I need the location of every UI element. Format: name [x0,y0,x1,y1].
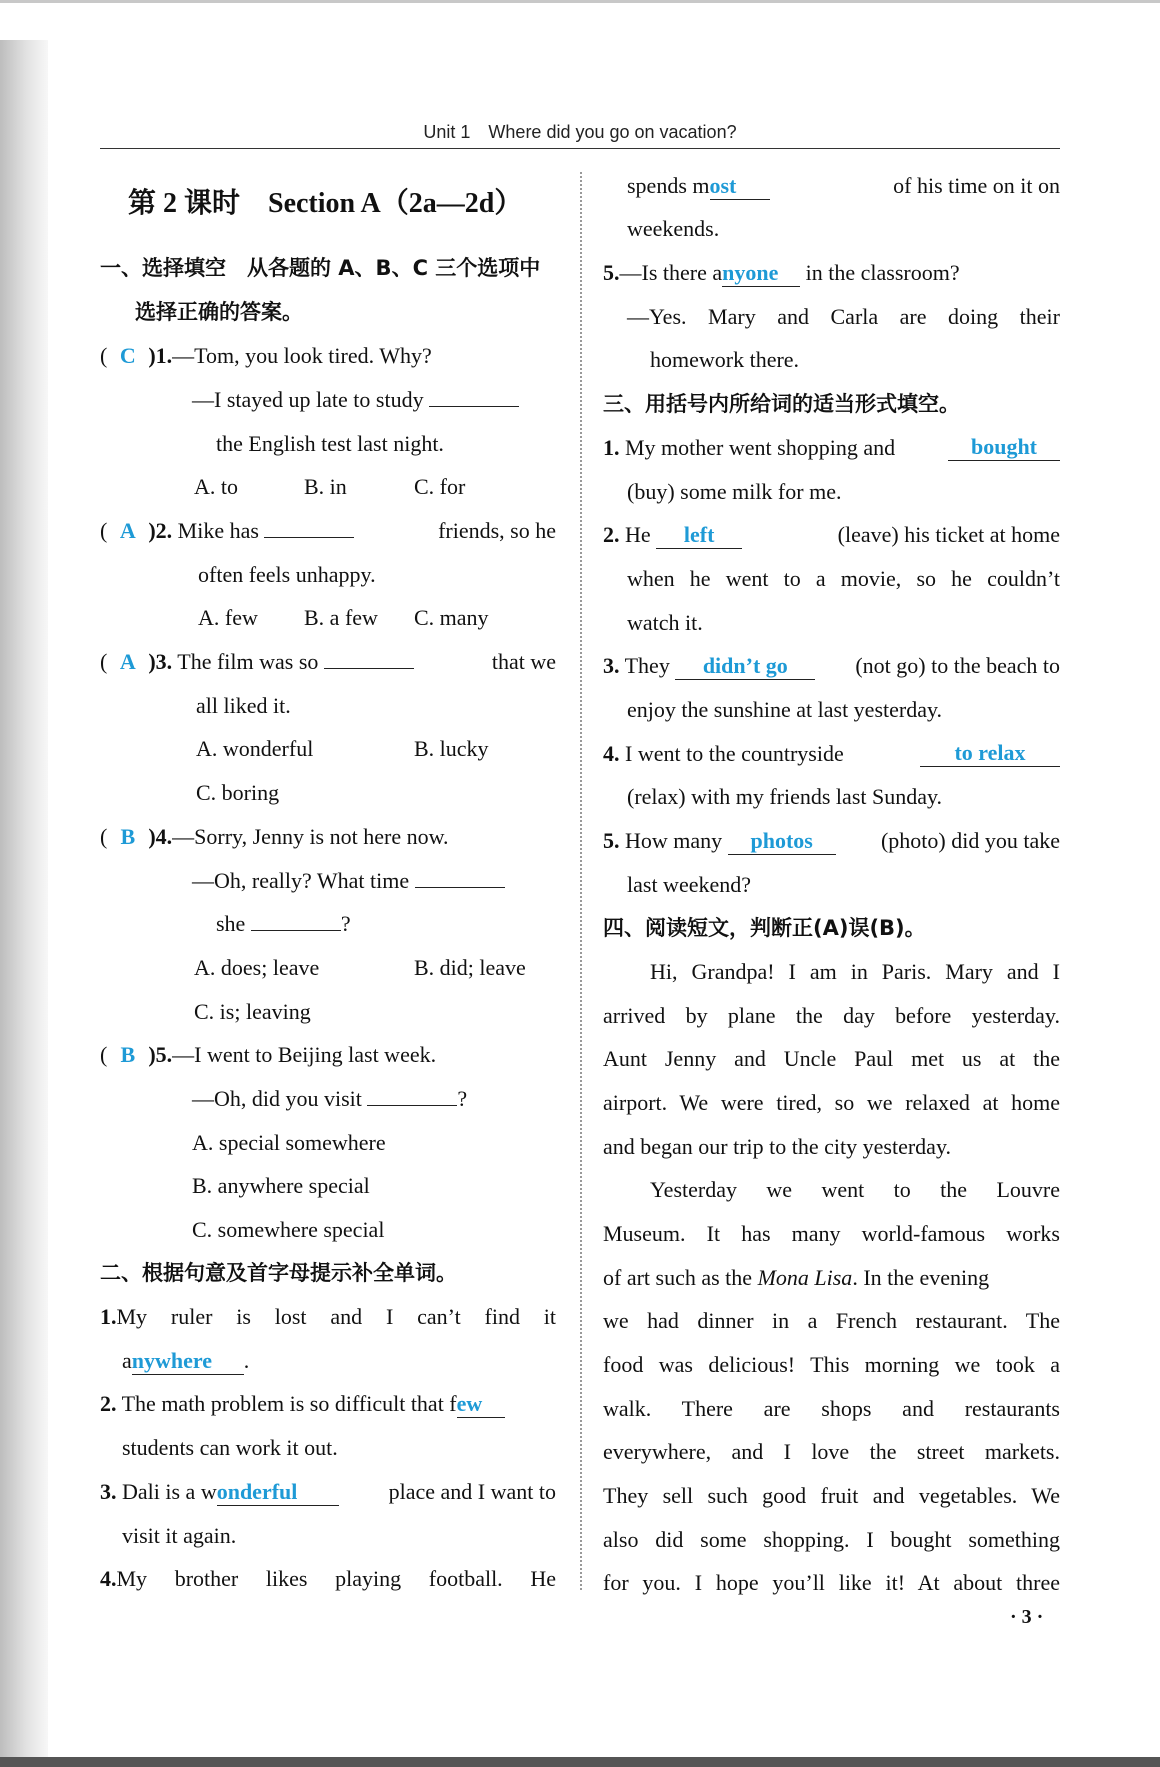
part1-q3: ( A )3. The film was so that we [100,642,556,682]
answer-fill: ost [710,173,770,200]
part2-q4: 4.My brother likes playing football. He [100,1566,556,1591]
artwork-title: Mona Lisa [757,1265,853,1290]
answer-fill: onderful [217,1479,339,1506]
part3-q5: 5. How many photos (photo) did you take [603,828,1060,853]
header-rule [100,148,1060,149]
answer-letter: A [119,649,136,674]
option-c: C. boring [196,780,280,805]
part4-heading: 四、阅读短文，判断正(A)误(B)。 [603,916,926,940]
part2-q4-line2: spends most of his time on it on [627,173,1060,198]
part1-q1-line3: the English test last night. [216,431,444,456]
answer-fill: photos [728,828,836,855]
part2-q1: 1.My ruler is lost and I can’t find it [100,1304,556,1329]
passage-line: everywhere, and I love the street markets. [603,1439,1060,1464]
part3-q5-line2: last weekend? [627,872,751,897]
blank [429,380,519,407]
answer-fill: didn’t go [675,653,815,680]
option-c: C. is; leaving [194,999,311,1024]
passage-line: airport. We were tired, so we relaxed at home [603,1090,1060,1115]
blank [415,861,505,888]
option-b: B. lucky [414,736,489,761]
answer-letter: C [119,343,136,368]
passage-line: food was delicious! This morning we took a [603,1352,1060,1377]
answer-fill: nywhere [132,1348,244,1375]
part3-q4-line2: (relax) with my friends last Sunday. [627,784,943,809]
answer-fill: bought [948,434,1060,461]
passage-line: and began our trip to the city yesterday. [603,1134,952,1159]
option-b: B. anywhere special [192,1173,370,1198]
part2-q3-line2: visit it again. [122,1523,237,1548]
part3-q2-line3: watch it. [627,610,703,635]
blank [324,642,414,669]
part1-q1-line2: —I stayed up late to study [192,380,519,420]
part1-q5-line2: —Oh, did you visit ? [192,1079,467,1119]
part1-q4: ( B )4.—Sorry, Jenny is not here now. [100,817,449,857]
answer-letter: A [119,518,136,543]
part2-q3: 3. Dali is a wonderful place and I want to [100,1479,556,1504]
blank [367,1079,457,1106]
part3-q2-line2: when he went to a movie, so he couldn’t [627,566,1060,591]
part3-q1: 1. My mother went shopping and bought [603,428,1060,468]
passage-line: Hi, Grandpa! I am in Paris. Mary and I [650,959,1060,984]
part2-q5-line2: —Yes. Mary and Carla are doing their [627,304,1060,329]
option-a: A. wonderful [196,736,314,761]
blank [264,511,354,538]
part2-q5-line3: homework there. [650,347,800,372]
part1-heading-cont: 选择正确的答案。 [135,300,303,324]
bottom-edge [0,1757,1160,1767]
part2-heading: 二、根据句意及首字母提示补全单词。 [100,1261,457,1285]
part1-q4-line2: —Oh, really? What time [192,861,505,901]
passage-line: They sell such good fruit and vegetables. We [603,1483,1060,1508]
passage-line: Museum. It has many world-famous works [603,1221,1060,1246]
book-spine-shadow [0,40,48,1760]
top-edge [0,0,1160,3]
answer-fill: to relax [920,740,1060,767]
option-a: A. does; leave [194,955,320,980]
option-a: A. special somewhere [192,1130,386,1155]
part1-q5: ( B )5.—I went to Beijing last week. [100,1035,436,1075]
option-a: A. few [198,605,258,630]
blank [251,904,341,931]
passage-line: for you. I hope you’ll like it! At about three [603,1570,1060,1595]
passage-line: we had dinner in a French restaurant. The [603,1308,1060,1333]
part2-q2: 2. The math problem is so difficult that few [100,1384,505,1424]
answer-fill: left [656,522,742,549]
part1-q1: ( C )1.—Tom, you look tired. Why? [100,336,432,376]
part1-q2: ( A )2. Mike has friends, so he [100,511,556,551]
answer-letter: B [120,824,136,849]
part2-q4-line3: weekends. [627,216,720,241]
page-header: Unit 1 Where did you go on vacation? [423,122,737,142]
answer-fill: ew [457,1391,505,1418]
option-c: C. somewhere special [192,1217,385,1242]
part3-q4: 4. I went to the countryside to relax [603,734,1060,774]
column-divider [580,172,582,1590]
part3-q2: 2. He left (leave) his ticket at home [603,522,1060,547]
part1-heading: 一、选择填空 从各题的 A、B、C 三个选项中 [100,256,541,280]
option-a: A. to [194,474,238,499]
part2-q5: 5.—Is there anyone in the classroom? [603,260,960,285]
passage-line: walk. There are shops and restaurants [603,1396,1060,1421]
part1-q4-line3: she ? [216,904,351,944]
part3-heading: 三、用括号内所给词的适当形式填空。 [603,392,960,416]
part3-q3: 3. They didn’t go (not go) to the beach to [603,653,1060,678]
part2-q2-line2: students can work it out. [122,1435,338,1460]
part1-q2-line2: often feels unhappy. [198,562,376,587]
option-c: C. for [414,474,466,499]
answer-fill: nyone [722,260,800,287]
passage-line: Aunt Jenny and Uncle Paul met us at the [603,1046,1060,1071]
option-c: C. many [414,605,489,630]
passage-line: of art such as the Mona Lisa. In the evening [603,1265,990,1290]
option-b: B. a few [304,605,378,630]
page-number: · 3 · [1010,1606,1044,1628]
option-b: B. did; leave [414,955,526,980]
passage-line: arrived by plane the day before yesterday. [603,1003,1060,1028]
lesson-title: 第 2 课时 Section A（2a—2d） [128,188,523,219]
part3-q3-line2: enjoy the sunshine at last yesterday. [627,697,943,722]
option-b: B. in [304,474,347,499]
part3-q1-line2: (buy) some milk for me. [627,479,842,504]
answer-letter: B [120,1042,136,1067]
part1-q3-line2: all liked it. [196,693,291,718]
part2-q1-line2: anywhere . [122,1348,250,1373]
passage-line: also did some shopping. I bought something [603,1527,1060,1552]
passage-line: Yesterday we went to the Louvre [650,1177,1060,1202]
